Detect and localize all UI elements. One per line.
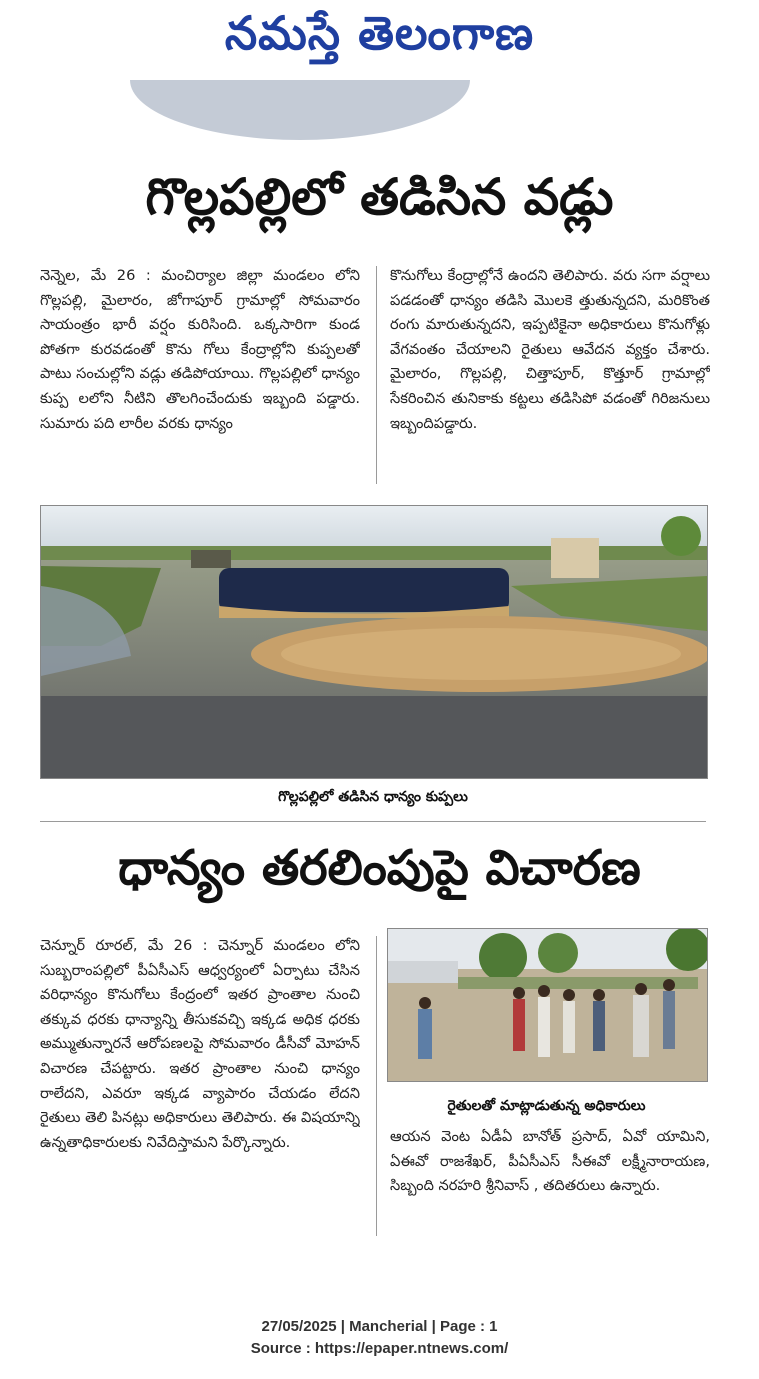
article1-column1	[40, 264, 360, 496]
officials-with-farmers-photo-illustration	[388, 929, 707, 1081]
article2-column1-text: చెన్నూర్ రూరల్, మే 26 : చెన్నూర్ మండలం లోని సుబ్బరాంపల్లిలో పీఏసీఎస్ ఆధ్వర్యంలో ఏర్పాటు చేసిన వరిధాన్యం కొనుగోలు కేంద్రంలో ఇతర ప్రాంతాల నుంచి తక్కువ ధరకు ధాన్యాన్ని తీసుకవచ్చి ఇక్కడ అధిక ధరకు అమ్ముతున్నారనే ఆరోపణలపై సోమవారం డీసీవో మోహన్ విచారణ చేపట్టారు. ఇతర ప్రాంతాల నుంచి ధాన్యం రాలేదని, ఎవరూ ఇక్కడ వ్యాపారం చేయడం లేదని రైతులు తెలి పినట్లు అధికారులు తెలిపారు. ఈ విషయాన్ని ఉన్నతాధికారులకు నివేదిస్తామని పేర్కొన్నారు.	[40, 937, 360, 1151]
article2-headline: ధాన్యం తరలింపుపై విచారణ	[118, 840, 641, 896]
article2-column2	[390, 1125, 710, 1237]
article1-headline: గొల్లపల్లిలో తడిసిన వడ్లు	[145, 168, 614, 226]
masthead-title: నమస్తే తెలంగాణ	[224, 6, 535, 60]
article1-photo	[40, 505, 708, 779]
article1-photo-caption: గొల్లపల్లిలో తడిసిన ధాన్యం కుప్పలు	[278, 789, 468, 805]
article2-photo-caption: రైతులతో మాట్లాడుతున్న అధికారులు	[447, 1098, 646, 1114]
article2-photo	[387, 928, 708, 1082]
article2-column1	[40, 934, 360, 1234]
article2-column2-text: ఆయన వెంట ఏడీఏ బానోత్ ప్రసాద్, ఏవో యామిని, ఏఈవో రాజశేఖర్, పీఏసీఎస్ సీఈవో లక్ష్మీనారాయణ, సిబ్బంది నరహరి శ్రీనివాస్ , తదితరులు ఉన్నారు.	[390, 1128, 710, 1195]
article1-column2-text: కొనుగోలు కేంద్రాల్లోనే ఉందని తెలిపారు. వరు సగా వర్షాలు పడడంతో ధాన్యం తడిసి మొలకె త్తుతున్నదని, మరికొంత రంగు మారుతున్నదని, ఇప్పటికైనా అధికారులు కొనుగోళ్లు వేగవంతం చేయాలని రైతులు ఆవేదన వ్యక్తం చేశారు. మైలారం, గొల్లపల్లి, చిత్తాపూర్, కొత్తూర్ గ్రామాల్లో సేకరించిన తునికాకు కట్టలు తడిసిపో వడంతో గిరిజనులు ఇబ్బందిపడ్డారు.	[390, 267, 710, 432]
footer-source-line: Source : https://epaper.ntnews.com/	[250, 1340, 509, 1357]
masthead-arc-decoration	[130, 80, 470, 140]
wet-paddy-photo-illustration	[41, 506, 707, 778]
article1-column1-text: నెన్నెల, మే 26 : మంచిర్యాల జిల్లా మండలం లోని గొల్లపల్లి, మైలారం, జోగాపూర్ గ్రామాల్లో సోమవారం సాయంత్రం భారీ వర్షం కురిసింది. ఒక్కసారిగా కుండ పోతగా కురవడంతో కొను గోలు కేంద్రాల్లోని కుప్పలతో పాటు సంచుల్లోని వడ్లు తడిపోయాయి. గొల్లపల్లిలో ధాన్యం కుప్ప లలోని నీటిని తొలగించేందుకు ఇబ్బంది పడ్డారు. సుమారు పది లారీల వరకు ధాన్యం	[40, 267, 360, 432]
column-divider	[376, 266, 377, 484]
footer-edition-line: 27/05/2025 | Mancherial | Page : 1	[261, 1318, 498, 1335]
column-divider	[376, 936, 377, 1236]
article1-column2	[390, 264, 710, 496]
section-divider	[40, 821, 706, 822]
